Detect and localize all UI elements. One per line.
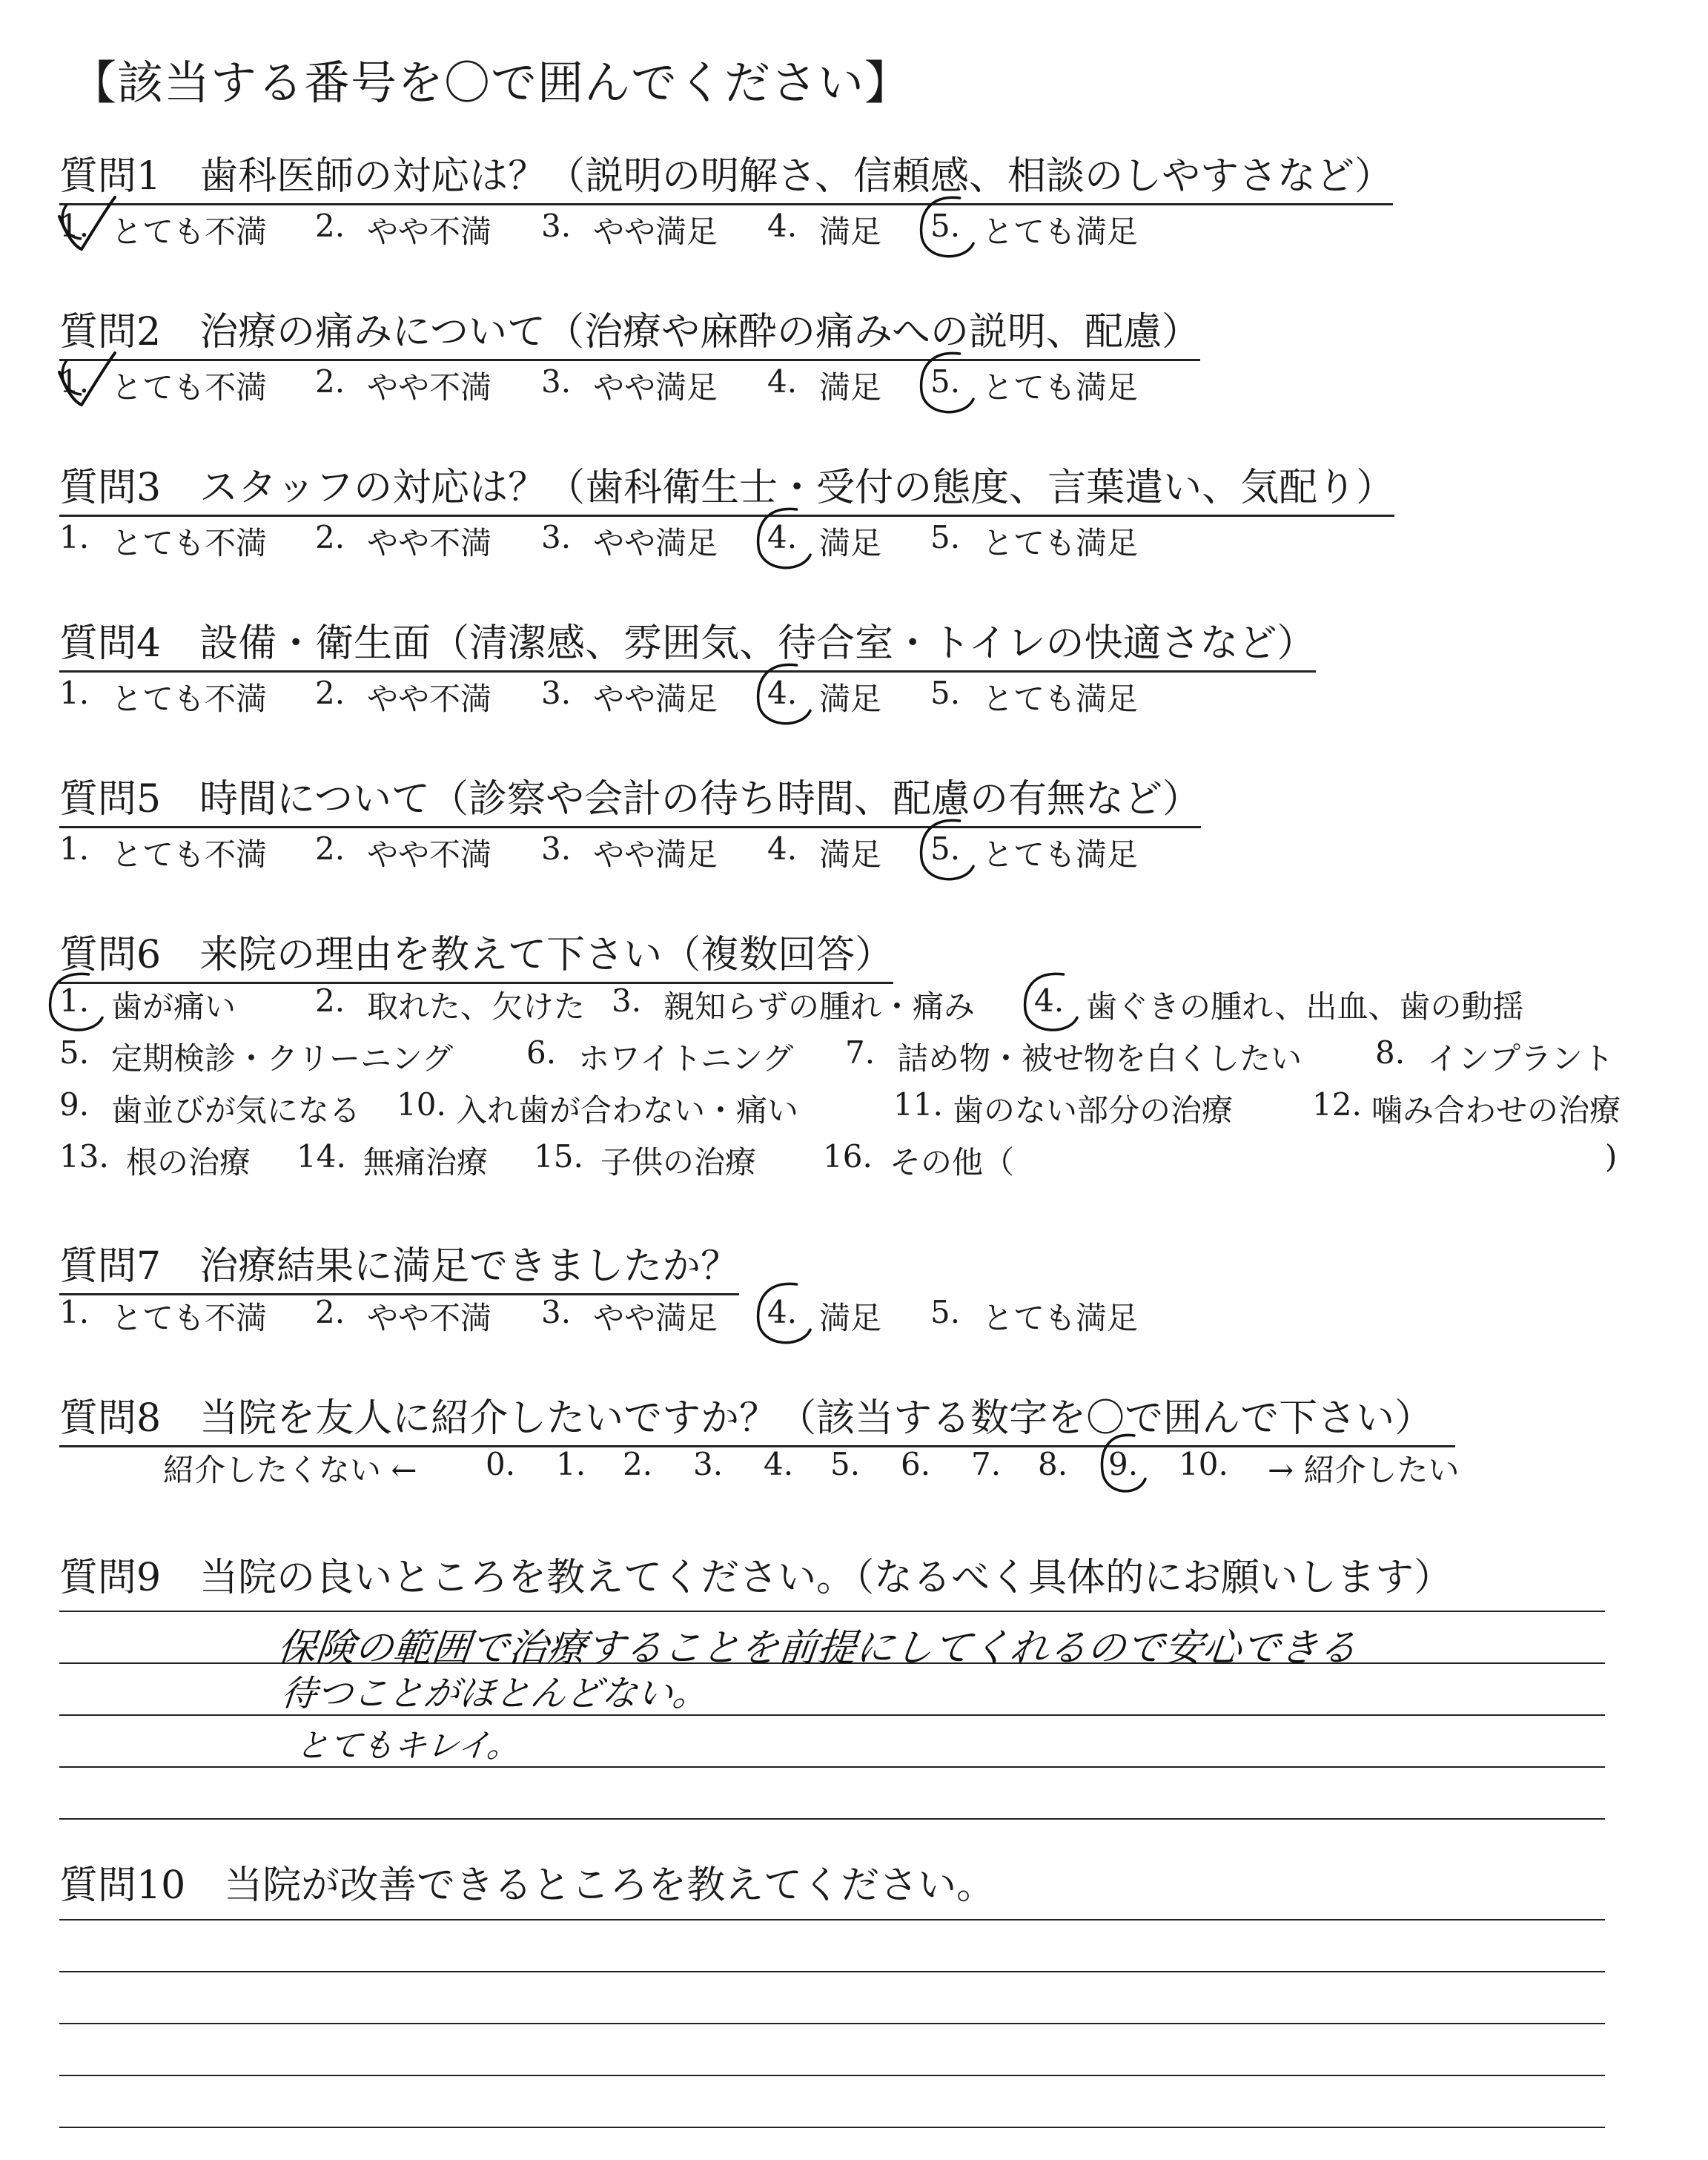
option-number: 4. (767, 363, 798, 400)
question-6-label: 質問6 来院の理由を教えて下さい（複数回答） (59, 923, 893, 984)
option-number: 4. (767, 208, 798, 244)
form-title: 【該当する番号を〇で囲んでください】 (70, 56, 912, 110)
option-label: 無痛治療 (363, 1144, 489, 1180)
answer-line (59, 1971, 1605, 1972)
option-label: とても満足 (982, 836, 1139, 873)
option-label: ホワイトニング (578, 1040, 794, 1077)
scale-number: 2. (623, 1446, 653, 1482)
option-number: 1. (59, 982, 90, 1019)
option-label: 定期検診・クリーニング (111, 1040, 454, 1077)
option-label: とても不満 (111, 1300, 268, 1336)
option-number: 5. (930, 363, 961, 400)
option-label: やや不満 (367, 836, 492, 873)
option-number: 11. (893, 1086, 943, 1123)
option-label: 満足 (819, 836, 882, 873)
option-label: 歯のない部分の治療 (953, 1092, 1234, 1129)
option-label: その他（ (890, 1144, 1015, 1180)
option-number: 2. (315, 363, 345, 400)
scale-number: 3. (693, 1446, 724, 1482)
question-4-label: 質問4 設備・衛生面（清潔感、雰囲気、待合室・トイレの快適さなど） (59, 612, 1316, 673)
handwritten-answer-1: 保険の範囲で治療することを前提にしてくれるので安心できる (275, 1626, 1360, 1671)
option-number: 2. (315, 982, 345, 1019)
option-number: 4. (767, 830, 798, 867)
option-number: 15. (534, 1138, 583, 1175)
answer-line (59, 1766, 1605, 1768)
option-label: やや不満 (367, 525, 492, 561)
option-number: 1. (59, 830, 90, 867)
question-2 (59, 300, 1200, 361)
scale-number: 8. (1038, 1446, 1068, 1482)
option-label: とても満足 (982, 214, 1139, 250)
option-number: 5. (930, 1294, 961, 1330)
option-number: 2. (315, 830, 345, 867)
option-label: 入れ歯が合わない・痛い (456, 1092, 799, 1129)
question-4 (59, 612, 1316, 673)
scale-number: 9. (1108, 1446, 1139, 1482)
scale-number: 4. (764, 1446, 794, 1482)
scale-left-label: 紹介したくない ← (163, 1452, 417, 1488)
option-number: 12. (1312, 1086, 1362, 1123)
option-number: 10. (397, 1086, 446, 1123)
option-number: 1. (59, 1294, 90, 1330)
option-label: やや満足 (593, 1300, 718, 1336)
question-9 (59, 1546, 1452, 1602)
option-number: 2. (315, 519, 345, 555)
question-1 (59, 145, 1393, 205)
option-label: やや満足 (593, 369, 718, 406)
question-8-label: 質問8 当院を友人に紹介したいですか？（該当する数字を〇で囲んで下さい） (59, 1387, 1455, 1447)
question-10-label: 質問10 当院が改善できるところを教えてください。 (59, 1863, 996, 1908)
option-number: 3. (612, 982, 642, 1019)
option-number: 4. (767, 519, 798, 555)
option-number: 3. (541, 830, 572, 867)
answer-line (59, 2127, 1605, 2128)
option-label: 満足 (819, 681, 882, 717)
answer-line (59, 1818, 1605, 1820)
option-number: 2. (315, 1294, 345, 1330)
option-label: とても満足 (982, 369, 1139, 406)
option-label: 根の治療 (126, 1144, 251, 1180)
option-label: とても満足 (982, 525, 1139, 561)
option-label: やや不満 (367, 1300, 492, 1336)
option-number: 5. (930, 208, 961, 244)
option-label: やや満足 (593, 214, 718, 250)
question-5-label: 質問5 時間について（診察や会計の待ち時間、配慮の有無など） (59, 767, 1201, 828)
scale-number: 5. (830, 1446, 861, 1482)
answer-line (59, 2023, 1605, 2024)
option-number: 14. (297, 1138, 346, 1175)
option-label: 取れた、欠けた (367, 988, 586, 1025)
scale-number: 10. (1179, 1446, 1228, 1482)
option-label: やや満足 (593, 681, 718, 717)
option-number: 6. (526, 1034, 557, 1071)
option-label: とても不満 (111, 681, 268, 717)
answer-line (59, 1919, 1605, 1920)
option-number: 5. (59, 1034, 90, 1071)
option-label: インプラント (1427, 1040, 1615, 1077)
option-label: やや満足 (593, 525, 718, 561)
option-number: 1. (59, 363, 90, 400)
question-7-label: 質問7 治療結果に満足できましたか？ (59, 1235, 739, 1295)
option-label: ) (1605, 1138, 1618, 1175)
option-label: とても満足 (982, 681, 1139, 717)
option-number: 3. (541, 363, 572, 400)
question-10 (59, 1854, 995, 1909)
answer-line (59, 1611, 1605, 1612)
question-9-label: 質問9 当院の良いところを教えてください。（なるべく具体的にお願いします） (59, 1556, 1453, 1600)
option-label: 満足 (819, 214, 882, 250)
answer-line (59, 2075, 1605, 2076)
option-number: 4. (1034, 982, 1065, 1019)
question-1-label: 質問1 歯科医師の対応は？（説明の明解さ、信頼感、相談のしやすさなど） (59, 145, 1393, 205)
question-8 (59, 1387, 1455, 1447)
option-label: とても満足 (982, 1300, 1139, 1336)
option-number: 5. (930, 830, 961, 867)
option-number: 16. (823, 1138, 873, 1175)
scale-number: 0. (486, 1446, 516, 1482)
scale-right-label: → 紹介したい (1268, 1452, 1460, 1488)
option-label: やや不満 (367, 214, 492, 250)
option-number: 4. (767, 675, 798, 711)
option-label: とても不満 (111, 525, 268, 561)
option-label: 満足 (819, 525, 882, 561)
option-label: やや不満 (367, 681, 492, 717)
option-number: 3. (541, 1294, 572, 1330)
option-number: 9. (59, 1086, 90, 1123)
option-label: 親知らずの腫れ・痛み (663, 988, 976, 1025)
question-2-label: 質問2 治療の痛みについて（治療や麻酔の痛みへの説明、配慮） (59, 300, 1200, 361)
scale-number: 7. (971, 1446, 1002, 1482)
question-6 (59, 923, 893, 984)
handwritten-answer-2: 待つことがほとんどない。 (279, 1673, 711, 1714)
option-number: 5. (930, 675, 961, 711)
option-label: とても不満 (111, 369, 268, 406)
option-number: 7. (845, 1034, 875, 1071)
option-number: 5. (930, 519, 961, 555)
option-number: 2. (315, 208, 345, 244)
option-number: 1. (59, 208, 90, 244)
option-number: 3. (541, 208, 572, 244)
option-number: 1. (59, 519, 90, 555)
option-label: やや不満 (367, 369, 492, 406)
question-3-label: 質問3 スタッフの対応は？（歯科衛生士・受付の態度、言葉遣い、気配り） (59, 456, 1394, 517)
option-label: 子供の治療 (600, 1144, 757, 1180)
option-label: とても不満 (111, 836, 268, 873)
option-number: 13. (59, 1138, 109, 1175)
handwritten-answer-3: とてもキレイ。 (294, 1727, 522, 1765)
option-number: 3. (541, 519, 572, 555)
option-label: 歯が痛い (111, 988, 236, 1025)
option-label: 詰め物・被せ物を白くしたい (897, 1040, 1302, 1077)
question-7 (59, 1235, 739, 1295)
option-label: 歯ぐきの腫れ、出血、歯の動揺 (1086, 988, 1524, 1025)
option-number: 1. (59, 675, 90, 711)
option-label: 満足 (819, 369, 882, 406)
question-3 (59, 456, 1394, 517)
option-number: 2. (315, 675, 345, 711)
option-label: やや満足 (593, 836, 718, 873)
option-number: 4. (767, 1294, 798, 1330)
question-5 (59, 767, 1201, 828)
option-label: とても不満 (111, 214, 268, 250)
option-number: 8. (1375, 1034, 1406, 1071)
option-label: 噛み合わせの治療 (1371, 1092, 1621, 1129)
scale-number: 6. (901, 1446, 931, 1482)
scale-number: 1. (556, 1446, 586, 1482)
option-number: 3. (541, 675, 572, 711)
option-label: 歯並びが気になる (111, 1092, 361, 1129)
option-label: 満足 (819, 1300, 882, 1336)
